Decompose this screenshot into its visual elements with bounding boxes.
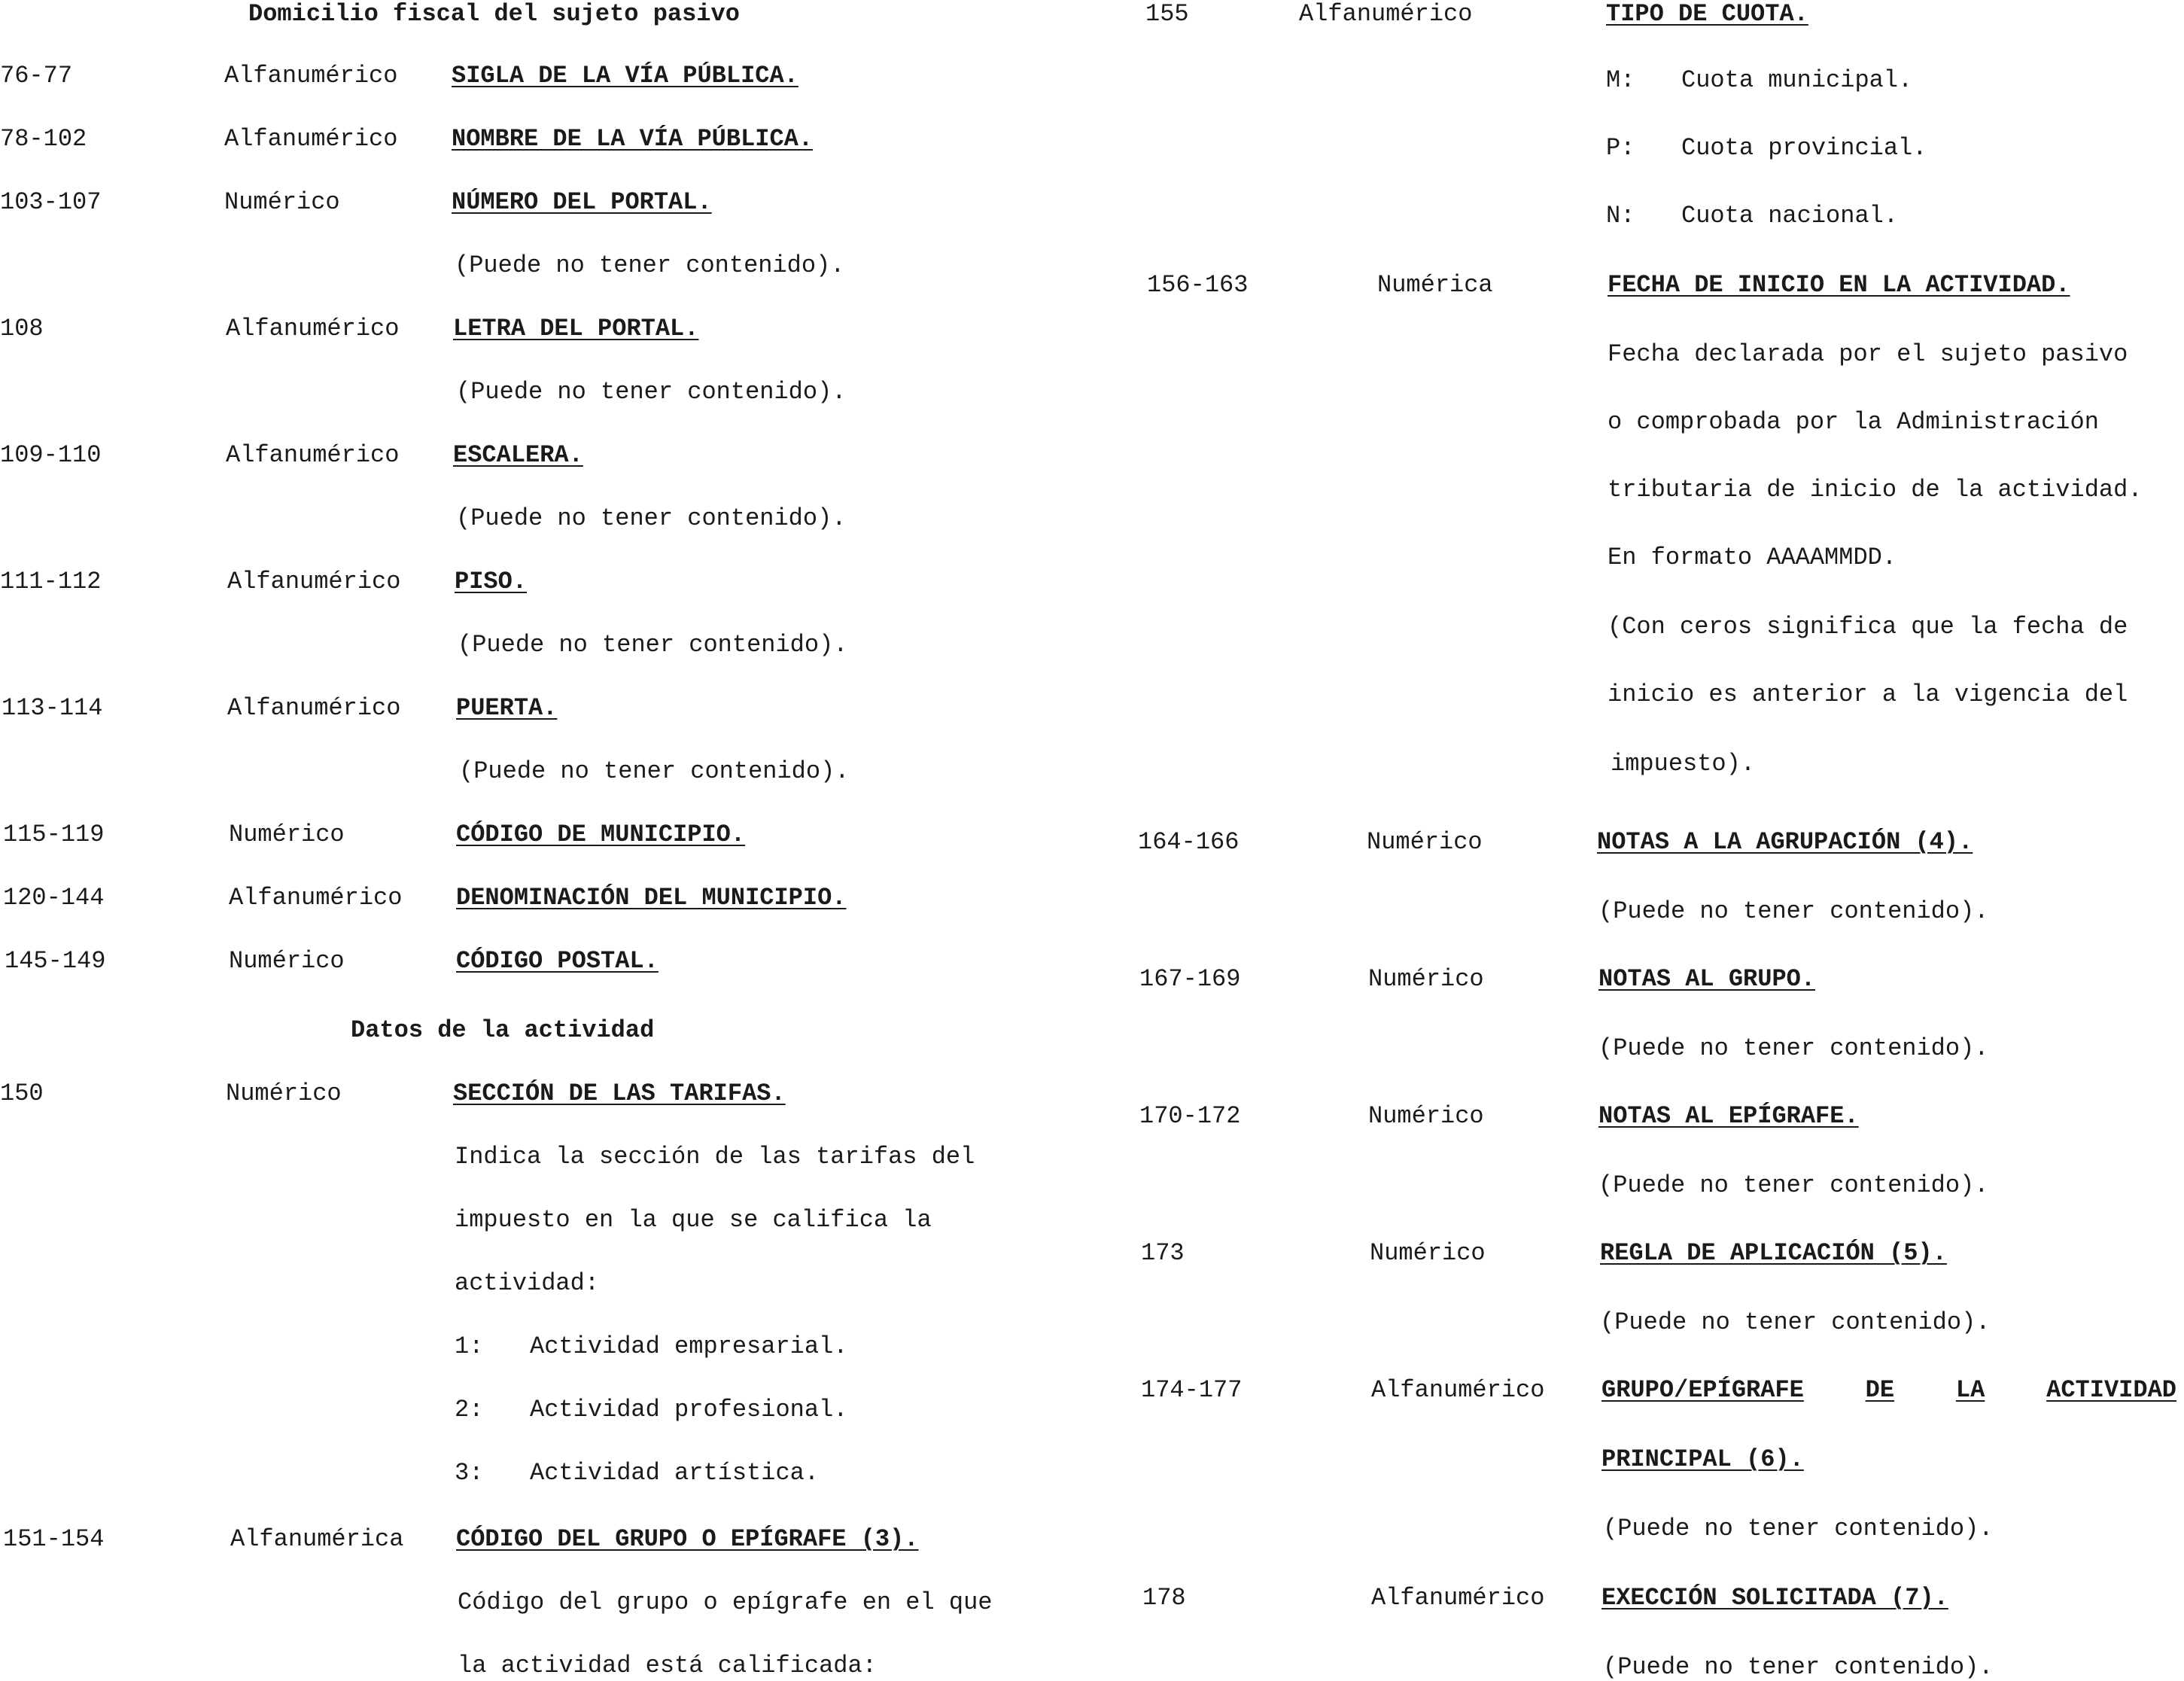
field-type: Alfanumérico bbox=[1371, 1584, 1545, 1612]
field-note: (Puede no tener contenido). bbox=[1603, 1653, 1994, 1681]
field-row bbox=[0, 315, 1084, 345]
field-label: NOTAS AL EPÍGRAFE. bbox=[1598, 1102, 1859, 1130]
field-type: Numérico bbox=[1370, 1239, 1486, 1267]
field-label: CÓDIGO DEL GRUPO O EPÍGRAFE (3). bbox=[456, 1525, 919, 1553]
field-note: (Puede no tener contenido). bbox=[1603, 1515, 1994, 1542]
field-position: 76-77 bbox=[0, 62, 73, 90]
option-item bbox=[455, 1396, 847, 1424]
field-row bbox=[0, 188, 1084, 218]
option-text: Actividad profesional. bbox=[530, 1396, 848, 1424]
option-text: Cuota municipal. bbox=[1681, 66, 1913, 94]
field-position: 156-163 bbox=[1147, 271, 1249, 299]
field-row bbox=[0, 441, 1084, 471]
field-row bbox=[0, 821, 1084, 851]
field-label: ESCALERA. bbox=[453, 441, 583, 469]
field-position: 170-172 bbox=[1139, 1102, 1241, 1130]
field-label: LETRA DEL PORTAL. bbox=[453, 315, 699, 343]
field-label: NÚMERO DEL PORTAL. bbox=[452, 188, 712, 216]
field-row bbox=[0, 1080, 1084, 1110]
field-position: 164-166 bbox=[1138, 828, 1240, 856]
left-column bbox=[0, 0, 1084, 1677]
field-label-word: LA bbox=[1955, 1376, 1985, 1404]
field-row bbox=[1129, 965, 2184, 995]
field-type: Numérico bbox=[1367, 828, 1483, 856]
field-label: TIPO DE CUOTA. bbox=[1606, 0, 1808, 28]
option-code: M: bbox=[1606, 66, 1635, 94]
field-type: Alfanumérica bbox=[230, 1525, 404, 1553]
field-row bbox=[1129, 271, 2184, 301]
field-note: (Puede no tener contenido). bbox=[456, 378, 847, 406]
field-label: SECCIÓN DE LAS TARIFAS. bbox=[453, 1080, 786, 1107]
field-type: Alfanumérico bbox=[227, 568, 401, 595]
description-line: o comprobada por la Administración bbox=[1608, 408, 2099, 436]
field-type: Numérico bbox=[226, 1080, 342, 1107]
field-row bbox=[1129, 1584, 2184, 1614]
field-note: (Puede no tener contenido). bbox=[459, 757, 850, 785]
description-line: la actividad está calificada: bbox=[458, 1652, 877, 1679]
field-label: NOTAS A LA AGRUPACIÓN (4). bbox=[1597, 828, 1973, 856]
field-label: EXECCIÓN SOLICITADA (7). bbox=[1601, 1584, 1948, 1612]
description-line: Código del grupo o epígrafe en el que bbox=[458, 1588, 993, 1616]
field-position: 113-114 bbox=[2, 694, 103, 722]
field-position: 167-169 bbox=[1139, 965, 1241, 993]
field-type: Numérico bbox=[1368, 965, 1484, 993]
field-type: Alfanumérico bbox=[1299, 0, 1473, 28]
field-label: FECHA DE INICIO EN LA ACTIVIDAD. bbox=[1608, 271, 2070, 299]
field-type: Alfanumérico bbox=[226, 441, 400, 469]
field-label: CÓDIGO POSTAL. bbox=[456, 947, 659, 975]
field-row bbox=[0, 62, 1084, 92]
field-note: (Puede no tener contenido). bbox=[1598, 1171, 1989, 1199]
option-text: Cuota provincial. bbox=[1681, 134, 1927, 162]
option-code: 2: bbox=[455, 1396, 484, 1424]
field-position: 173 bbox=[1141, 1239, 1185, 1267]
field-description bbox=[455, 1143, 1022, 1171]
field-label: PISO. bbox=[455, 568, 528, 595]
field-label-word: ACTIVIDAD bbox=[2046, 1376, 2176, 1404]
field-row bbox=[1129, 1102, 2184, 1132]
description-line: impuesto). bbox=[1611, 750, 1756, 778]
field-label: CÓDIGO DE MUNICIPIO. bbox=[456, 821, 746, 848]
field-position: 115-119 bbox=[3, 821, 105, 848]
option-code: N: bbox=[1606, 202, 1635, 230]
field-row bbox=[0, 1525, 1084, 1555]
field-row bbox=[0, 884, 1084, 914]
field-type: Alfanumérico bbox=[224, 62, 398, 90]
field-label: REGLA DE APLICACIÓN (5). bbox=[1600, 1239, 1947, 1267]
field-row bbox=[1129, 828, 2184, 858]
field-note: (Puede no tener contenido). bbox=[456, 504, 847, 532]
field-label: NOTAS AL GRUPO. bbox=[1598, 965, 1816, 993]
section-heading-domicilio: Domicilio fiscal del sujeto pasivo bbox=[248, 0, 740, 28]
field-type: Alfanumérico bbox=[229, 884, 403, 912]
field-row bbox=[0, 125, 1084, 155]
field-type: Numérico bbox=[1368, 1102, 1484, 1130]
option-text: Actividad artística. bbox=[530, 1459, 820, 1487]
field-label-justified bbox=[1601, 1376, 2176, 1404]
description-line: impuesto en la que se califica la bbox=[455, 1206, 932, 1234]
field-position: 155 bbox=[1145, 0, 1189, 28]
field-label: PUERTA. bbox=[456, 694, 558, 722]
field-position: 150 bbox=[0, 1080, 44, 1107]
option-item bbox=[455, 1459, 819, 1487]
field-position: 120-144 bbox=[3, 884, 105, 912]
description-line: actividad: bbox=[455, 1269, 600, 1297]
section-heading-actividad: Datos de la actividad bbox=[351, 1016, 655, 1044]
description-line: Fecha declarada por el sujeto pasivo bbox=[1608, 340, 2128, 368]
field-row bbox=[0, 568, 1084, 598]
field-position: 103-107 bbox=[0, 188, 102, 216]
field-position: 151-154 bbox=[3, 1525, 105, 1553]
field-position: 78-102 bbox=[0, 125, 87, 153]
option-code: 1: bbox=[455, 1332, 484, 1360]
field-label-continued: PRINCIPAL (6). bbox=[1601, 1445, 1804, 1473]
field-type: Alfanumérico bbox=[1371, 1376, 1545, 1404]
description-line: inicio es anterior a la vigencia del bbox=[1608, 681, 2128, 708]
field-row bbox=[1129, 0, 2184, 30]
field-note: (Puede no tener contenido). bbox=[455, 251, 845, 279]
option-code: P: bbox=[1606, 134, 1635, 162]
field-note: (Puede no tener contenido). bbox=[1598, 897, 1989, 925]
field-position: 178 bbox=[1142, 1584, 1186, 1612]
field-position: 109-110 bbox=[0, 441, 102, 469]
description-line bbox=[455, 1143, 1022, 1171]
field-note: (Puede no tener contenido). bbox=[1600, 1308, 1991, 1336]
field-position: 108 bbox=[0, 315, 44, 343]
field-row bbox=[0, 694, 1084, 724]
description-line: (Con ceros significa que la fecha de bbox=[1608, 613, 2128, 641]
right-column bbox=[1129, 0, 2184, 1681]
description-line: En formato AAAAMMDD. bbox=[1608, 544, 1897, 571]
field-row bbox=[1129, 1239, 2184, 1269]
field-type: Numérica bbox=[1377, 271, 1493, 299]
field-label: DENOMINACIÓN DEL MUNICIPIO. bbox=[456, 884, 847, 912]
field-label: SIGLA DE LA VÍA PÚBLICA. bbox=[452, 62, 798, 90]
field-label-word: GRUPO/EPÍGRAFE bbox=[1601, 1376, 1804, 1404]
description-text: Indica la sección de las tarifas del bbox=[455, 1143, 975, 1171]
field-position: 145-149 bbox=[5, 947, 106, 975]
field-type: Alfanumérico bbox=[224, 125, 398, 153]
field-row bbox=[0, 947, 1084, 977]
option-text: Cuota nacional. bbox=[1681, 202, 1899, 230]
option-item bbox=[1606, 134, 1927, 162]
field-type: Numérico bbox=[229, 947, 345, 975]
field-position: 174-177 bbox=[1141, 1376, 1243, 1404]
field-type: Alfanumérico bbox=[226, 315, 400, 343]
field-label: NOMBRE DE LA VÍA PÚBLICA. bbox=[452, 125, 814, 153]
field-type: Numérico bbox=[229, 821, 345, 848]
option-item bbox=[1606, 202, 1898, 230]
option-item bbox=[455, 1332, 847, 1360]
field-label-word: DE bbox=[1865, 1376, 1895, 1404]
field-position: 111-112 bbox=[0, 568, 102, 595]
option-code: 3: bbox=[455, 1459, 484, 1487]
field-note: (Puede no tener contenido). bbox=[1598, 1034, 1989, 1062]
field-note: (Puede no tener contenido). bbox=[458, 631, 848, 659]
field-type: Alfanumérico bbox=[227, 694, 401, 722]
option-item bbox=[1606, 66, 1912, 94]
option-text: Actividad empresarial. bbox=[530, 1332, 848, 1360]
description-line: tributaria de inicio de la actividad. bbox=[1608, 476, 2143, 504]
field-type: Numérico bbox=[224, 188, 340, 216]
